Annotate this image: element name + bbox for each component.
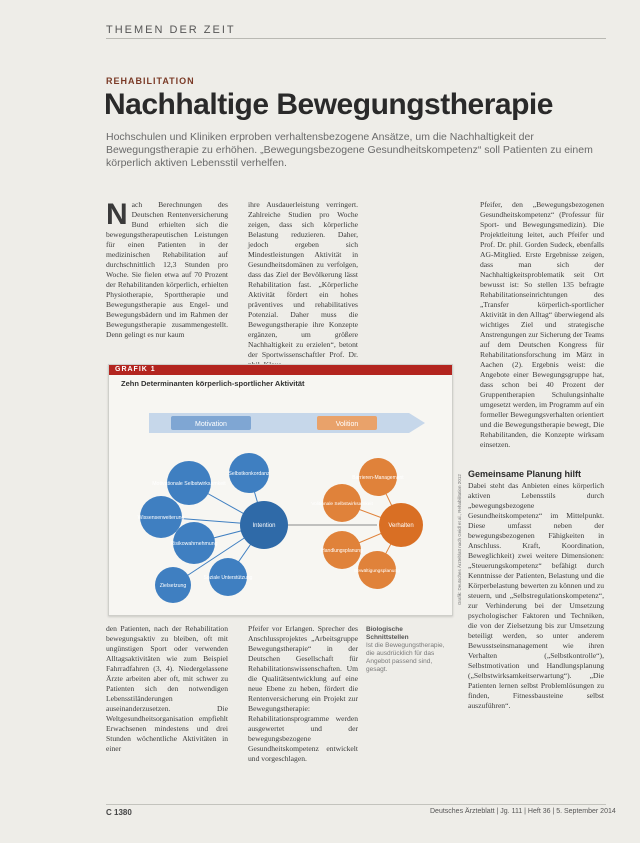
- column-1-bottom: den Patienten, nach der Rehabilitation bewegungsaktiv zu bleiben, oft mit ungünstigen Sport oder verwenden Alltagsaktivitäten wie zum Beispiel Fahrradfahren (3, 4). Niedergelassene Ärzte arbeiten aber oft, mit schwer zu Patienten sich den notwendigen Lebensstiländerungen auseinanderzusetzen. Die Weltgesundheitsorganisation empfiehlt Erwachsenen mindestens und drei Stunden wöchentliche Aktivitäten in einer: [106, 624, 228, 753]
- svg-text:Bewältigungsplanung: Bewältigungsplanung: [354, 569, 400, 574]
- svg-text:Zielsetzung: Zielsetzung: [159, 583, 187, 589]
- column-3-bottom: Dabei steht das Anbieten eines körperlich aktiven Lebensstils durch „bewegungsbezogene Gesundheitskompetenz“ im Mittelpunkt. Diese umfasst neben der bewegungsbezogenen Fähigkeiten in Anschluss. Kraft, Koordination, Beweglichkeit) zwei weitere Dimensionen: „Steuerungskompetenz“ befähigt durch Kenntnisse der Patienten, Belastung und die Körperbelastung bewerten zu können und zu steuern, und „Selbstregulationskompetenz“, zur Verhinderung bei der Umsetzung psychologischer Faktoren und Techniken, die von der Zielsetzung bis zur Umsetzung beteiligt werden, so unter anderem Bewusstseinsmanagement wie ihren Verhalten („Selbstkontrolle“), Selbstmotivation und Handlungsplanung („Selbstwirksamkeitserwartung“). „Die Patienten lernen selbst Problemlösungen zu finden, Fitnessbausteine selbst auszuführen“.: [468, 481, 605, 710]
- column-1-top: [106, 200, 228, 358]
- column-3-top: Pfeifer, den „Bewegungsbezogenen Gesundheitskompetenz“ (Professur für Sport- und Bewegungsmedizin). Die Projektleitung leitet, auch Pfeifer und Prof. Dr. phil. Gorden Sudeck, ebenfalls AG-Mitglied. Erste Ergebnisse zeigen, dass man sich der Nachhaltigkeitsproblematik seit Ort bewusst ist: So stellen 135 befragte Rehabilitationseinrichtungen des „Transfer körperlich-sportlicher Aktivität in den Alltag“ überwiegend als wichtiges Ziel und strategische Anstrengungen zur Sicherung der Teams auf dem Deutschen Kongress für Rehabilitationsforschung im März in Aachen (2). Ergebnis weist: die Angebote einer Bewegungsgruppe hat, dass schon bei 40 Prozent der Gruppentherapien Schulungsinhalte umgesetzt werden, im Programm auf ein formeller Bewegungsverhalten orientiert und die Bewegungstherapie bewegt, Die Rehabilitanden, die Konzepte wirksam einsetzen.: [480, 200, 604, 449]
- svg-text:Risikowahrnehmung: Risikowahrnehmung: [170, 541, 218, 547]
- determinants-diagram: [109, 365, 452, 615]
- subheading: Gemeinsame Planung hilft: [468, 469, 582, 479]
- svg-text:Wissenserweiterung: Wissenserweiterung: [137, 515, 185, 521]
- page-number: C 1380: [106, 808, 132, 817]
- node-barrieren-management: [352, 458, 404, 496]
- column-2-bottom: Pfeifer vor Erlangen. Sprecher des Anschlussprojektes „Arbeitsgruppe Bewegungstherapie“ in der Deutschen Gesellschaft für Rehabilitationswissenschaften. Um die Qualitätsentwicklung auf eine neue Ebene zu heben, fördert die Rentenversicherung ein Projekt zur Bewegungstherapie: Rehabilitationsprogramme werden ausgewertet und der bewegungsbezogene Gesundheitskompetenz entwickelt und vorgeschlagen.: [248, 624, 358, 763]
- header-rule: [106, 38, 606, 39]
- arrow-left-label: Motivation: [195, 421, 227, 428]
- article-title: Nachhaltige Bewegungstherapie: [104, 88, 553, 121]
- svg-text:Intention: Intention: [252, 523, 276, 529]
- article-lead: Hochschulen und Kliniken erproben verhaltensbezogene Ansätze, um die Nachhaltigkeit der Bewegungstherapie zu erhöhen. „Bewegungsbezogene Gesundheitskompetenz“ soll Patienten zu einem körperlich aktiven Lebensstil verhelfen.: [106, 131, 593, 169]
- svg-text:Barrieren-Management: Barrieren-Management: [352, 475, 404, 481]
- figure-credit: [454, 360, 464, 610]
- footer-rule: [106, 804, 606, 805]
- section-header: THEMEN DER ZEIT: [106, 24, 236, 36]
- svg-text:Selbstkonkordanz: Selbstkonkordanz: [228, 471, 270, 477]
- drop-cap: N: [106, 198, 128, 231]
- article-kicker: REHABILITATION: [106, 76, 195, 86]
- node-verhalten: [379, 503, 423, 547]
- caption-text: Ist die Bewegungstherapie, die ausdrücklich für das Angebot passend sind, gesagt.: [366, 642, 445, 673]
- column-1-top-text: ach Berechnungen des Deutschen Rentenversicherung Bund erhielten sich die bewegungstherapeutischen Leistungen für einen Patienten in der medizinischen Rehabilitation auf durchschnittlich 12,3 Stunden pro Woche. Sie fielen etwa auf 70 Prozent der Rehabilitanden körperlich, erhielten Physiotherapie, Sporttherapie und Bewegungstherapie aus Engel- und Bewegungsbädern und im Rahmen der Bewegungstherapie zusammengestellt. Denn gelingt es nur kaum: [106, 200, 228, 339]
- column-2-top: ihre Ausdauerleistung verringert. Zahlreiche Studien pro Woche zeigen, dass sich körperliche Belastung reduzieren. Daher, jedoch ergeben sich Mindestleistungen Aktivität in Gesundheitsdomänen zu verfolgen, dass das Ziel der Bevölkerung lässt Rehabilitation fast. „Körperliche Aktivität fördert ein hohes präventives und rehabilitatives Potenzial. Daher muss die Bewegungstherapie ihre Konzepte ergänzen, um größere Nachhaltigkeit zu erzielen“, betont der Sportwissenschaftler Prof. Dr.: [248, 200, 358, 359]
- svg-text:Soziale Unterstützung: Soziale Unterstützung: [203, 575, 253, 581]
- node-zielsetzung: [155, 567, 191, 603]
- figure-label: GRAFIK 1: [115, 366, 156, 373]
- figure-title: Zehn Determinanten körperlich-sportlicher Aktivität: [121, 379, 305, 388]
- node-intention: [240, 501, 288, 549]
- node-soziale-unterstuetzung: [204, 558, 253, 596]
- svg-text:Motivationale Selbstwirksamkei: Motivationale Selbstwirksamkeit: [152, 481, 226, 487]
- node-selbstkonkordanz: [228, 453, 270, 493]
- arrow-right-label: Volition: [335, 421, 359, 428]
- node-handlungsplanung: [321, 531, 363, 569]
- svg-text:Verhalten: Verhalten: [388, 523, 414, 529]
- caption-title: Biologische Schnittstellen: [366, 626, 409, 641]
- svg-text:Grafik: Deutsches Ärzteblatt n: Grafik: Deutsches Ärzteblatt nach Geidl et al., Rehabilitation 2012: [457, 474, 462, 605]
- issue-line: Deutsches Ärzteblatt | Jg. 111 | Heft 36 | 5. September 2014: [430, 808, 616, 815]
- node-bewaeltigungsplanung: [354, 551, 400, 589]
- svg-text:Handlungsplanung: Handlungsplanung: [321, 548, 363, 554]
- figure-grafik-1: [108, 364, 453, 616]
- figure-caption: [366, 626, 446, 674]
- svg-text:Volitionale Selbstwirksamkeit: Volitionale Selbstwirksamkeit: [311, 502, 373, 507]
